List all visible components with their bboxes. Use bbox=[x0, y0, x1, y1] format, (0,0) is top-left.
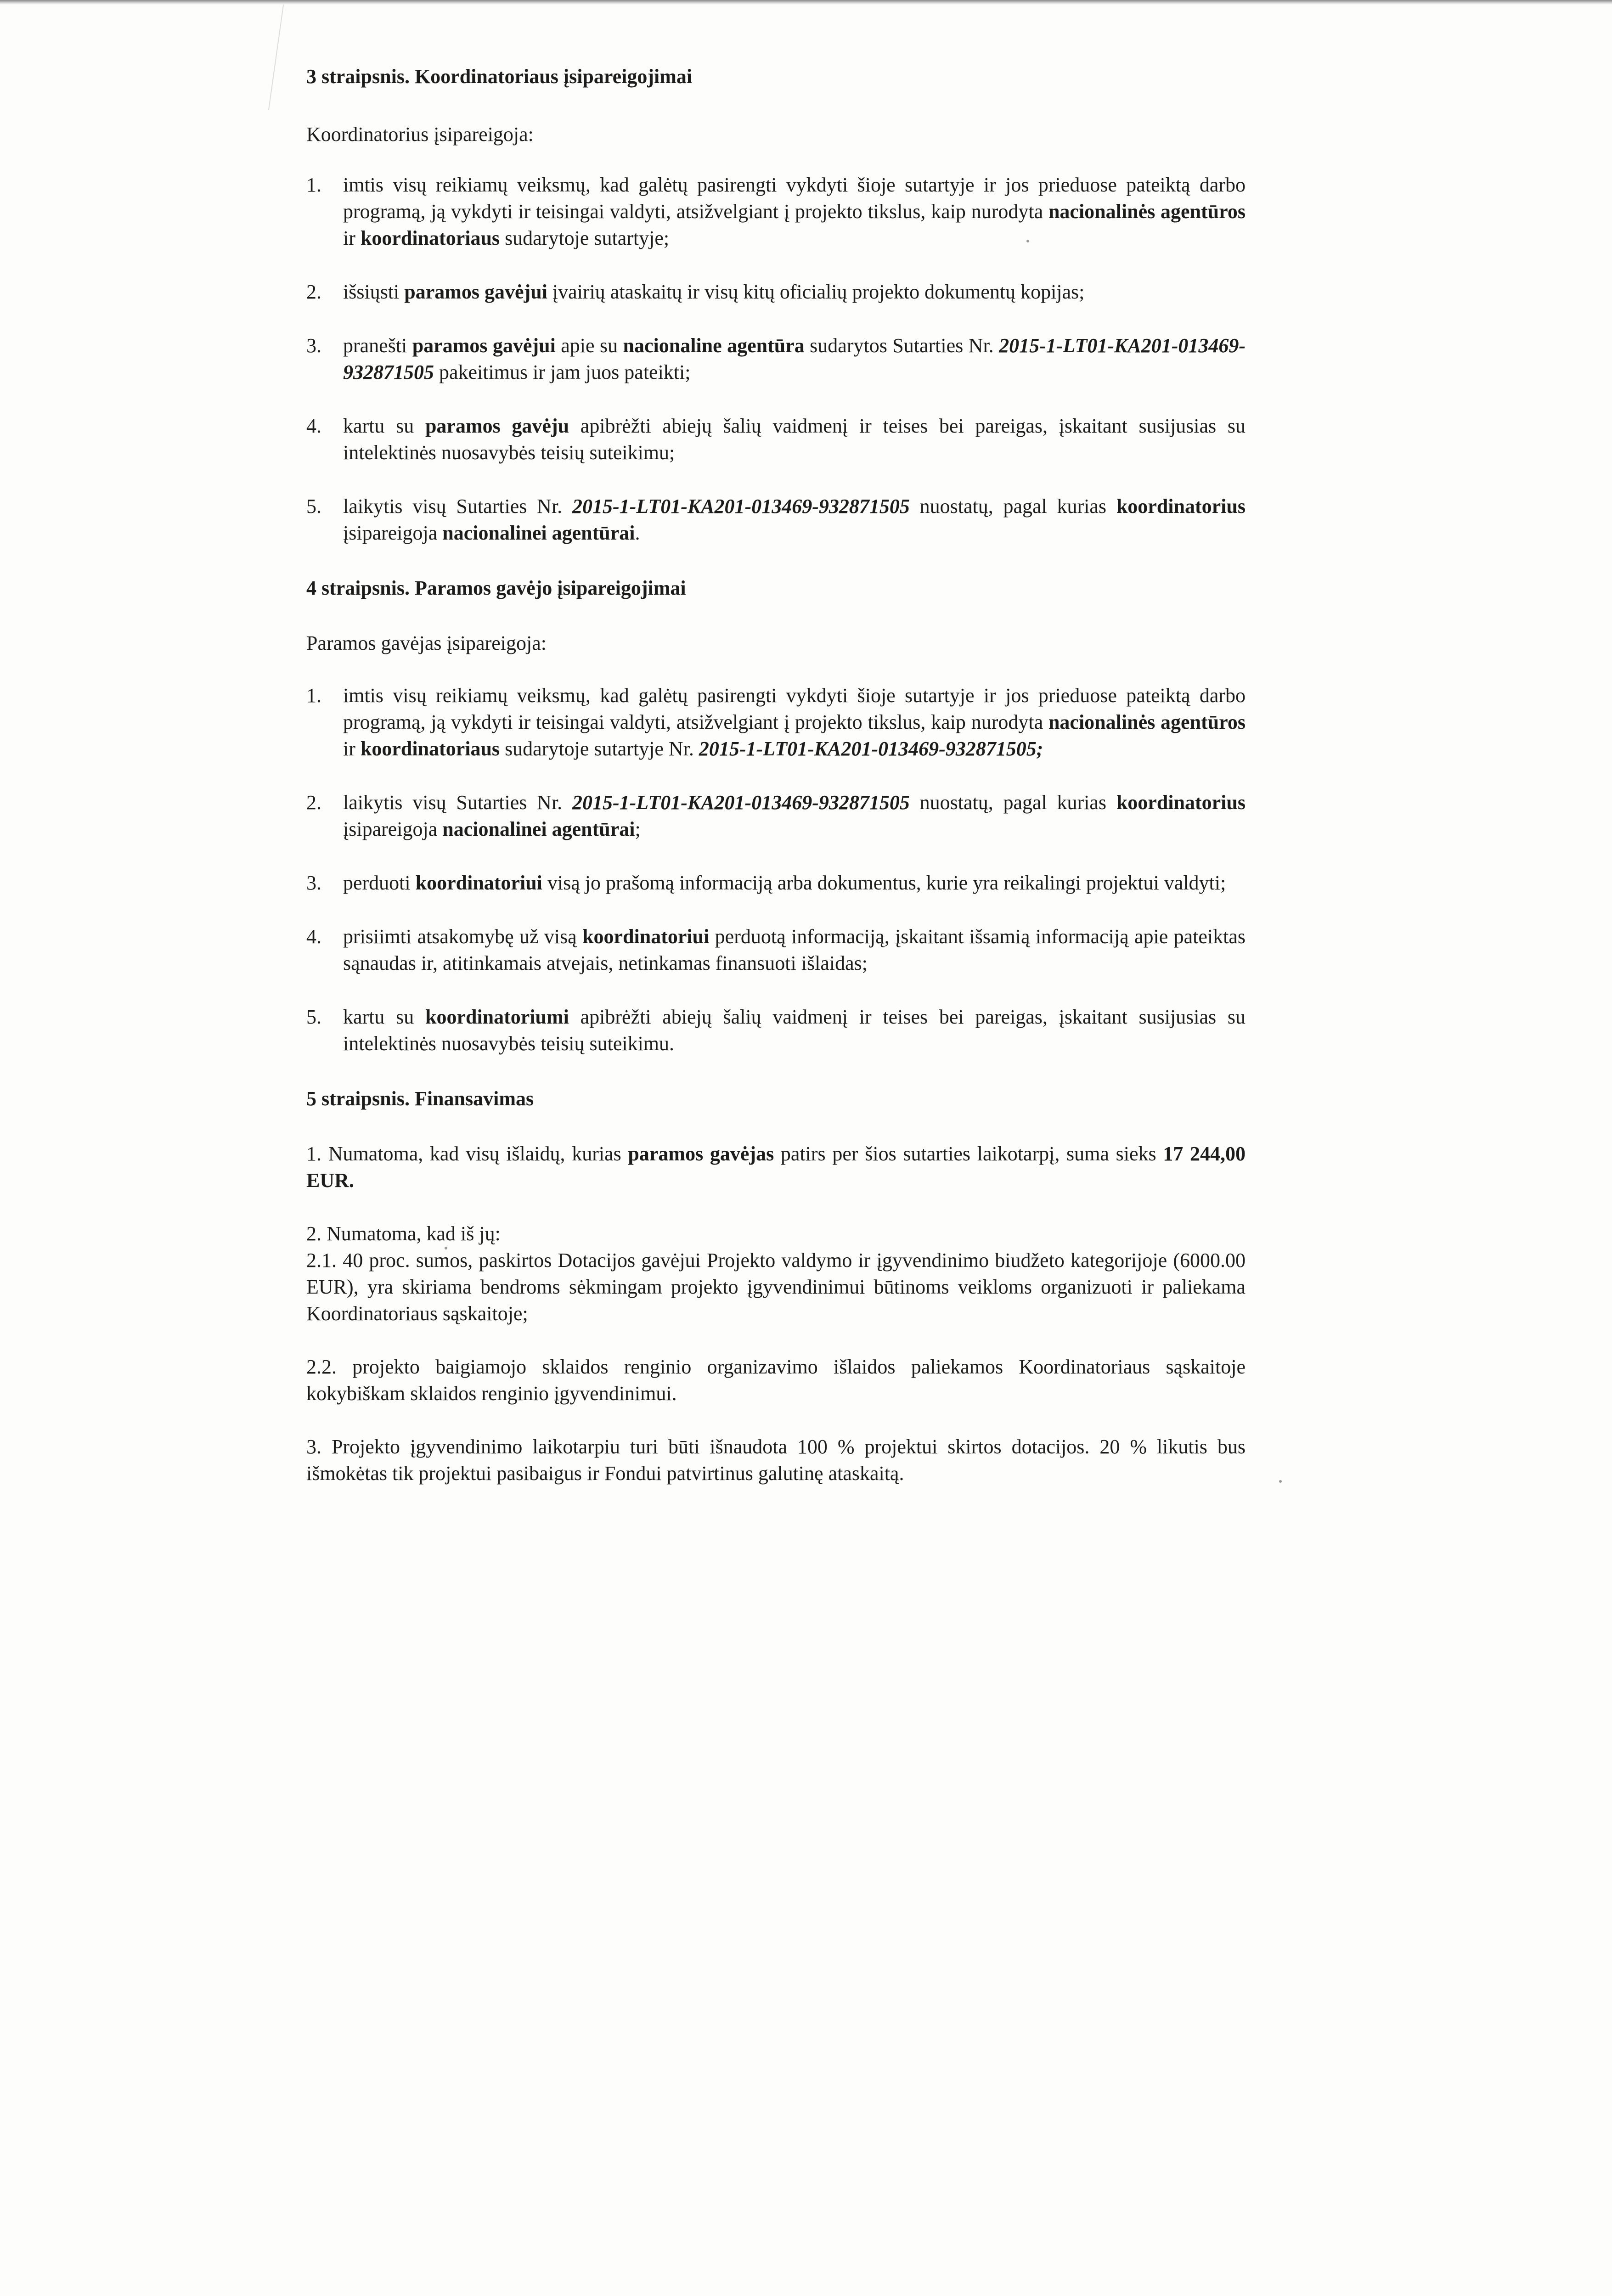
article-4-item-5: 5. kartu su koordinatoriumi apibrėžti abiejų šalių vaidmenį ir teises bei pareigas, įskaitant susijusias su intelektinės nuosavybės teisių suteikimu. bbox=[306, 1004, 1246, 1057]
item-number: 1. bbox=[306, 174, 321, 196]
item-number: 4. bbox=[306, 925, 321, 948]
article-4-item-2: 2. laikytis visų Sutarties Nr. 2015-1-LT01-KA201-013469-932871505 nuostatų, pagal kurias koordinatorius įsipareigoja nacionalinei agentūrai; bbox=[306, 789, 1246, 843]
article-4-heading: 4 straipsnis. Paramos gavėjo įsipareigojimai bbox=[306, 577, 686, 599]
scan-fold-mark bbox=[241, 5, 284, 110]
article-5-paragraph-1: 1. Numatoma, kad visų išlaidų, kurias paramos gavėjas patirs per šios sutarties laikotarpį, suma sieks 17 244,00 EUR. bbox=[306, 1142, 1246, 1192]
article-5-paragraph-2: 2. Numatoma, kad iš jų: bbox=[306, 1222, 501, 1245]
item-number: 3. bbox=[306, 872, 321, 894]
item-number: 4. bbox=[306, 415, 321, 437]
scan-speck bbox=[1279, 1480, 1282, 1483]
item-number: 5. bbox=[306, 1006, 321, 1028]
article-3-item-5: 5. laikytis visų Sutarties Nr. 2015-1-LT01-KA201-013469-932871505 nuostatų, pagal kurias koordinatorius įsipareigoja nacionalinei agentūrai. bbox=[306, 493, 1246, 546]
article-5-heading: 5 straipsnis. Finansavimas bbox=[306, 1087, 534, 1110]
article-4-item-4: 4. prisiimti atsakomybę už visą koordinatoriui perduotą informaciją, įskaitant išsamią informaciją apie pateiktas sąnaudas ir, atitinkamais atvejais, netinkamas finansuoti išlaidas; bbox=[306, 923, 1246, 977]
article-3-item-3: 3. pranešti paramos gavėjui apie su nacionaline agentūra sudarytos Sutarties Nr. 2015-1-LT01-KA201-013469-932871505 pakeitimus ir jam juos pateikti; bbox=[306, 332, 1246, 386]
article-3-heading: 3 straipsnis. Koordinatoriaus įsipareigojimai bbox=[306, 65, 693, 88]
article-5-paragraph-2-1: 2.1. 40 proc. sumos, paskirtos Dotacijos gavėjui Projekto valdymo ir įgyvendinimo biudžeto kategorijoje (6000.00 EUR), yra skiriama bendroms sėkmingam projekto įgyvendinimui būtinoms veikloms organizuoti ir paliekama Koordinatoriaus sąskaitoje; bbox=[306, 1249, 1246, 1325]
article-4-item-1: 1. imtis visų reikiamų veiksmų, kad galėtų pasirengti vykdyti šioje sutartyje ir jos prieduose pateiktą darbo programą, ją vykdyti ir teisingai valdyti, atsižvelgiant į projekto tikslus, kaip nurodyta nacionalinės agentūros ir koordinatoriaus sudarytoje sutartyje Nr. 2015-1-LT01-KA201-013469-932871505; bbox=[306, 682, 1246, 762]
article-3-intro: Koordinatorius įsipareigoja: bbox=[306, 123, 534, 146]
article-5-paragraph-3: 3. Projekto įgyvendinimo laikotarpiu turi būti išnaudota 100 % projektui skirtos dotacijos. 20 % likutis bus išmokėtas tik projektui pasibaigus ir Fondui patvirtinus galutinę ataskaitą. bbox=[306, 1435, 1246, 1485]
item-number: 2. bbox=[306, 281, 321, 303]
item-number: 3. bbox=[306, 334, 321, 357]
article-3-item-2: 2. išsiųsti paramos gavėjui įvairių ataskaitų ir visų kitų oficialių projekto dokumentų kopijas; bbox=[306, 279, 1246, 305]
article-3-item-1: 1. imtis visų reikiamų veiksmų, kad galėtų pasirengti vykdyti šioje sutartyje ir jos prieduose pateiktą darbo programą, ją vykdyti ir teisingai valdyti, atsižvelgiant į projekto tikslus, kaip nurodyta nacionalinės agentūros ir koordinatoriaus sudarytoje sutartyje; bbox=[306, 172, 1246, 252]
item-number: 1. bbox=[306, 684, 321, 707]
document-page bbox=[306, 63, 1246, 1487]
article-3-item-4: 4. kartu su paramos gavėju apibrėžti abiejų šalių vaidmenį ir teises bei pareigas, įskaitant susijusias su intelektinės nuosavybės teisių suteikimu; bbox=[306, 413, 1246, 466]
item-number: 5. bbox=[306, 495, 321, 518]
article-4-intro: Paramos gavėjas įsipareigoja: bbox=[306, 632, 547, 654]
item-number: 2. bbox=[306, 791, 321, 814]
article-4-item-3: 3. perduoti koordinatoriui visą jo prašomą informaciją arba dokumentus, kurie yra reikalingi projektui valdyti; bbox=[306, 870, 1246, 896]
scan-top-edge bbox=[0, 0, 1612, 5]
article-5-paragraph-2-2: 2.2. projekto baigiamojo sklaidos renginio organizavimo išlaidos paliekamos Koordinatoriaus sąskaitoje kokybiškam sklaidos renginio įgyvendinimui. bbox=[306, 1356, 1246, 1405]
